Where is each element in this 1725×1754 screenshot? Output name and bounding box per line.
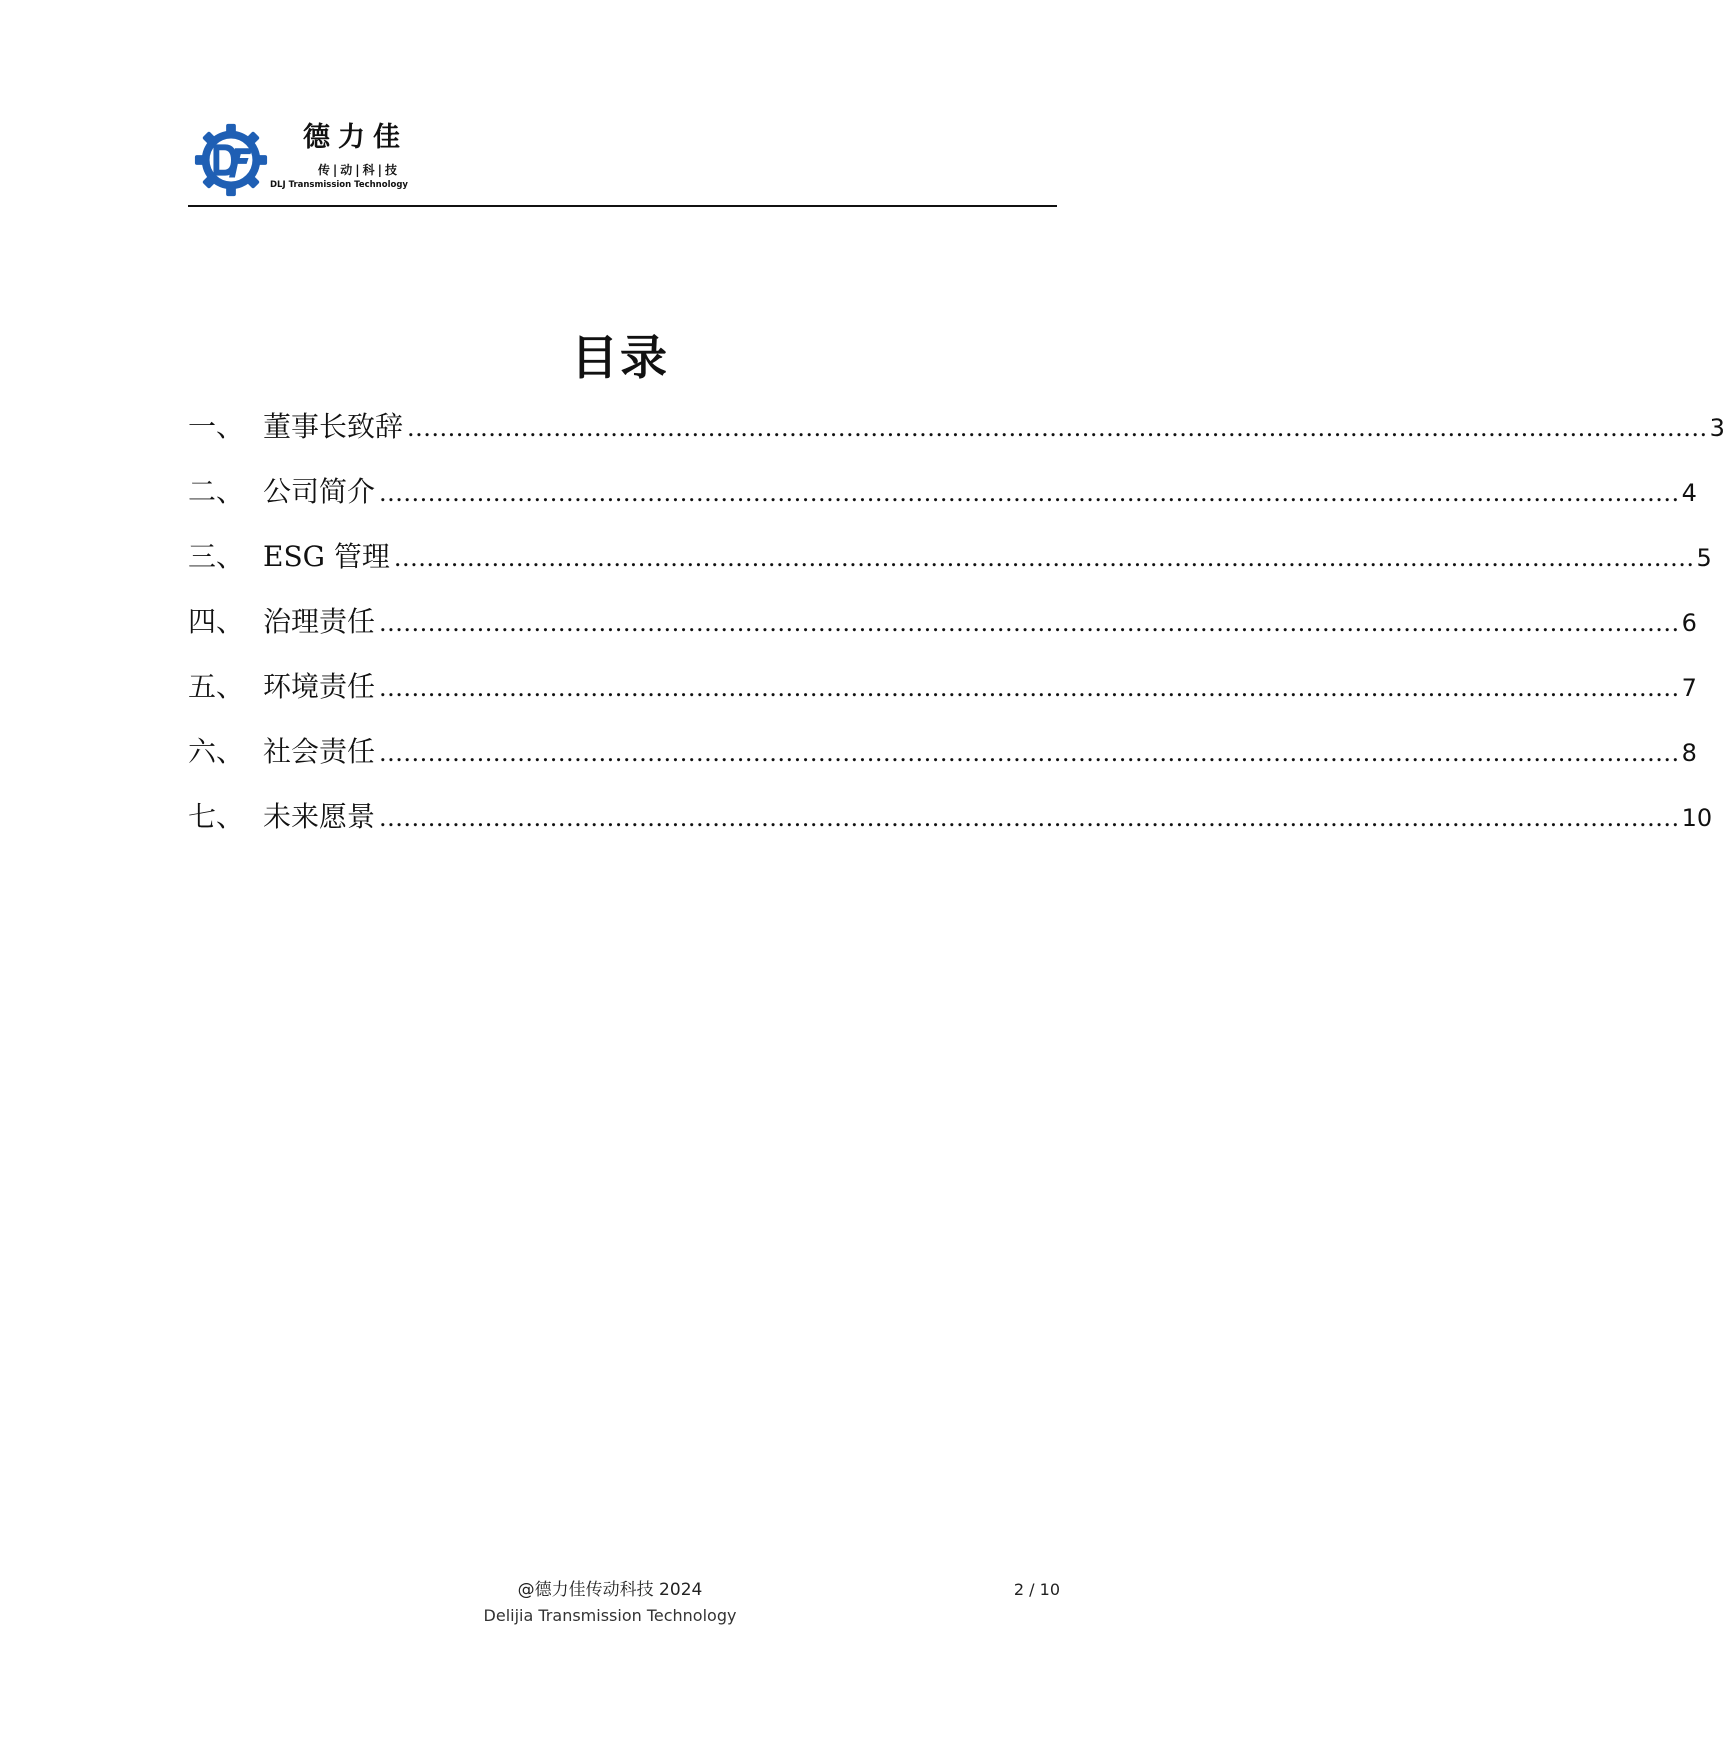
toc-item[interactable] bbox=[188, 795, 1713, 860]
toc-item-label[interactable]: 公司简介 bbox=[263, 475, 376, 508]
toc-item-page[interactable]: 8 bbox=[1681, 739, 1697, 767]
logo-subtitle: 传|动|科|技 bbox=[317, 163, 400, 177]
company-logo-text bbox=[270, 121, 408, 191]
toc-title: 目录 bbox=[571, 331, 669, 387]
logo-english-name: DLJ Transmission Technology bbox=[270, 180, 408, 190]
page-number: 2 / 10 bbox=[1013, 1580, 1060, 1599]
toc-item-page[interactable]: 3 bbox=[1709, 414, 1725, 442]
toc-dot-leader: ................................................................................................................................................................ bbox=[379, 674, 1680, 702]
header-divider bbox=[188, 205, 1057, 207]
toc-item-number: 七、 bbox=[188, 800, 245, 833]
toc-item-page[interactable]: 6 bbox=[1681, 609, 1697, 637]
toc-item-label[interactable]: 治理责任 bbox=[263, 605, 376, 638]
toc-item-number: 六、 bbox=[188, 735, 245, 768]
logo-chinese-name: 德力佳 bbox=[303, 122, 408, 153]
toc-item[interactable] bbox=[188, 665, 1697, 730]
toc-item-number: 二、 bbox=[188, 475, 245, 508]
toc-dot-leader: ................................................................................................................................................................ bbox=[407, 414, 1708, 442]
toc-item-number: 一、 bbox=[188, 410, 245, 443]
toc-dot-leader: ................................................................................................................................................................ bbox=[379, 479, 1680, 507]
toc-item[interactable] bbox=[188, 470, 1697, 535]
toc-dot-leader: ................................................................................................................................................................ bbox=[393, 544, 1695, 572]
toc-item[interactable] bbox=[188, 405, 1725, 470]
toc-item-number: 五、 bbox=[188, 670, 245, 703]
toc-item-label[interactable]: 未来愿景 bbox=[263, 800, 376, 833]
toc-item-label[interactable]: ESG 管理 bbox=[263, 540, 390, 573]
dlj-gear-logo-icon bbox=[192, 121, 270, 199]
table-of-contents bbox=[188, 405, 1725, 860]
toc-item-page[interactable]: 10 bbox=[1681, 804, 1713, 832]
toc-item-page[interactable]: 7 bbox=[1681, 674, 1697, 702]
toc-dot-leader: ................................................................................................................................................................ bbox=[379, 804, 1680, 832]
toc-dot-leader: ................................................................................................................................................................ bbox=[379, 609, 1680, 637]
toc-item-label[interactable]: 社会责任 bbox=[263, 735, 376, 768]
toc-dot-leader: ................................................................................................................................................................ bbox=[379, 739, 1680, 767]
toc-item[interactable] bbox=[188, 535, 1712, 600]
toc-item-page[interactable]: 4 bbox=[1681, 479, 1697, 507]
toc-item-number: 四、 bbox=[188, 605, 245, 638]
footer-company-name: Delijia Transmission Technology bbox=[483, 1606, 737, 1625]
toc-item[interactable] bbox=[188, 600, 1697, 665]
footer-copyright: @德力佳传动科技 2024 bbox=[517, 1580, 703, 1600]
toc-item[interactable] bbox=[188, 730, 1697, 795]
toc-item-label[interactable]: 董事长致辞 bbox=[263, 410, 404, 443]
page-header bbox=[188, 115, 1058, 205]
toc-item-label[interactable]: 环境责任 bbox=[263, 670, 376, 703]
toc-item-page[interactable]: 5 bbox=[1696, 544, 1712, 572]
toc-item-number: 三、 bbox=[188, 540, 245, 573]
